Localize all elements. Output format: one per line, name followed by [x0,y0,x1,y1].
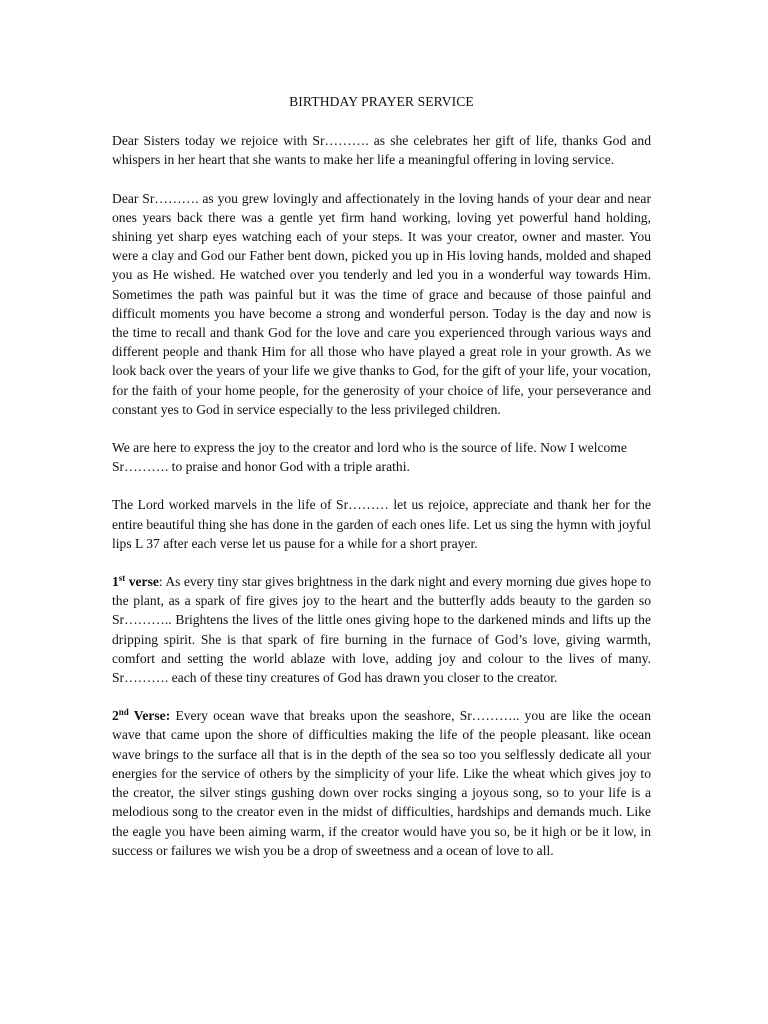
intro-paragraph: Dear Sisters today we rejoice with Sr………. as she celebrates her gift of life, thanks God and whispers in her heart that she wants to make her life a meaningful offering in loving service. [112,133,651,168]
verse-2-ordinal: nd [118,707,129,718]
verse-2-label: Verse: [128,708,171,724]
verse-2-heading [112,708,170,723]
hymn-paragraph: The Lord worked marvels in the life of Sr……… let us rejoice, appreciate and thank her for the entire beautiful thing she has done in the garden of each ones life. Let us sing the hymn with joyful lips L 37 after each verse let us pause for a while for a short prayer. [112,497,651,551]
verse-2-number: 2 [112,708,119,724]
document-body [112,90,651,879]
verse-2-paragraph [112,706,651,860]
welcome-paragraph: We are here to express the joy to the creator and lord who is the source of life. Now I welcome Sr………. to praise and honor God with a triple arathi. [112,440,627,475]
verse-1-number: 1 [112,574,119,590]
document-title: BIRTHDAY PRAYER SERVICE [289,94,474,109]
verse-1-text: : As every tiny star gives brightness in the dark night and every morning due gives hope to the plant, as a spark of fire gives joy to the heart and the butterfly adds beauty to the garden so Sr……….. Brightens the lives of the little ones giving hope to the darkened minds and lifts up the dripping spirit. She is that spark of fire burning in the furnace of God’s love, giving warmth, comfort and setting the world ablaze with love, adding joy and colour to the lives of many. Sr………. each of these tiny creatures of God has drawn you closer to the creator. [112,574,651,686]
dedication-paragraph: Dear Sr………. as you grew lovingly and affectionately in the loving hands of your dear and near ones years back there was a gentle yet firm hand working, loving yet powerful hand holding, shining yet sharp eyes watching each of your steps. It was your creator, owner and master. You were a clay and God our Father bent down, picked you up in His loving hands, molded and shaped you as He wished. He watched over you tenderly and led you in a wonderful way towards Him. Sometimes the path was painful but it was the time of grace and because of those painful and difficult moments you have become a strong and wonderful person. Today is the day and now is the time to recall and thank God for the love and care you experienced through various ways and different people and thank Him for all those who have played a great role in your growth. As we look back over the years of your life we give thanks to God, for the gift of your life, your vocation, for the faith of your home people, for the generosity of your choice of life, your perseverance and constant yes to God in service especially to the less privileged children. [112,190,651,417]
verse-1-label: verse [125,574,159,590]
verse-1-ordinal: st [118,573,126,584]
verse-2-text: Every ocean wave that breaks upon the seashore, Sr……….. you are like the ocean wave that came upon the shore of difficulties making the life of the people pleasant. like ocean wave brings to the surface all that is in the depth of the sea so too you selflessly dedicate all your energies for the service of others by the simplicity of your life. Like the wheat which gives joy to the creator, the silver stings gushing down over rocks singing a joyous song, so to your life is a melodious song to the creator even in the midst of difficulties, hardships and demands much. Like the eagle you have been aiming warm, if the creator would have you so, be it high or be it low, in success or failures we wish you be a drop of sweetness and a ocean of love to all. [112,708,651,858]
verse-1-paragraph [112,572,651,687]
verse-1-heading [112,574,159,589]
